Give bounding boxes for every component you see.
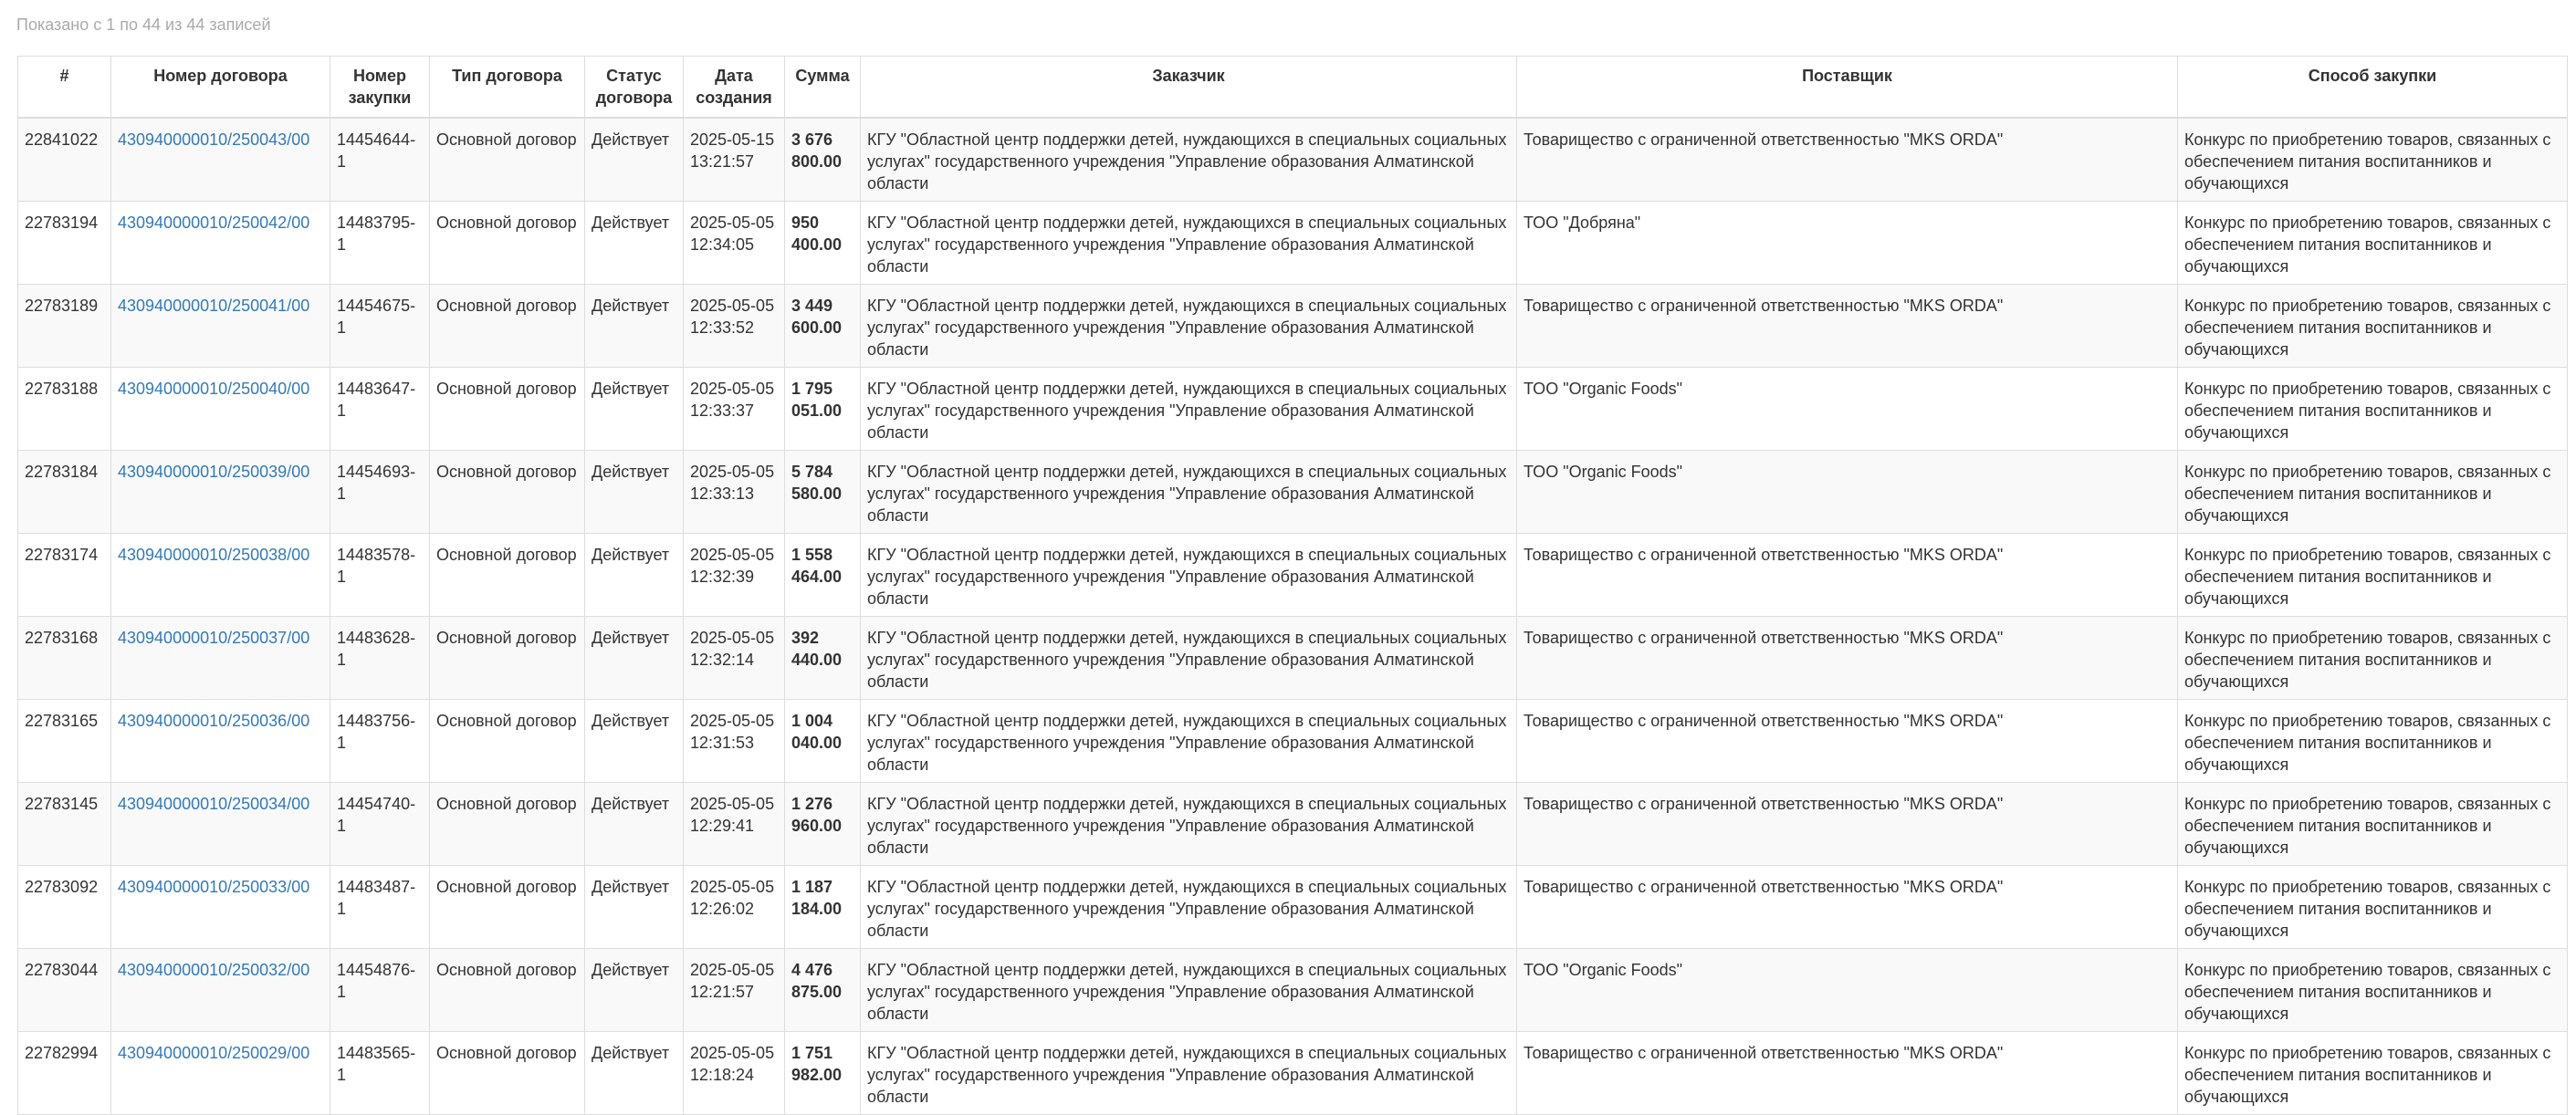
contract-number-link[interactable]: 430940000010/250029/00 (118, 1044, 310, 1062)
contract-type: Основной договор (430, 617, 585, 700)
row-id: 22783188 (18, 368, 111, 451)
contract-type: Основной договор (430, 949, 585, 1032)
procurement-number: 14483756-1 (330, 700, 430, 783)
row-id: 22783168 (18, 617, 111, 700)
contract-number-cell (111, 700, 330, 783)
contract-status: Действует (585, 285, 684, 368)
contract-number-link[interactable]: 430940000010/250042/00 (118, 214, 310, 232)
created-date: 2025-05-05 12:31:53 (684, 700, 785, 783)
procurement-number: 14454876-1 (330, 949, 430, 1032)
procurement-method: Конкурс по приобретению товаров, связанных с обеспечением питания воспитанников и обучающихся (2178, 949, 2568, 1032)
contract-sum: 1 187 184.00 (785, 866, 861, 949)
supplier-name: ТОО "Добряна" (1517, 202, 2178, 285)
contract-number-link[interactable]: 430940000010/250043/00 (118, 130, 310, 149)
supplier-name: Товарищество с ограниченной ответственностью "MKS ORDA" (1517, 783, 2178, 866)
contract-sum: 1 751 982.00 (785, 1032, 861, 1115)
contract-number-cell (111, 617, 330, 700)
contract-type: Основной договор (430, 118, 585, 202)
row-id: 22783189 (18, 285, 111, 368)
contract-number-cell (111, 368, 330, 451)
contract-type: Основной договор (430, 285, 585, 368)
customer-name: КГУ "Областной центр поддержки детей, нуждающихся в специальных социальных услугах" государственного учреждения "Управление образования Алматинской области (861, 285, 1517, 368)
procurement-method: Конкурс по приобретению товаров, связанных с обеспечением питания воспитанников и обучающихся (2178, 118, 2568, 202)
column-header-customer[interactable]: Заказчик (861, 57, 1517, 119)
contract-status: Действует (585, 534, 684, 617)
table-row (18, 949, 2568, 1032)
contract-number-cell (111, 1032, 330, 1115)
procurement-number: 14483647-1 (330, 368, 430, 451)
column-header-supplier[interactable]: Поставщик (1517, 57, 2178, 119)
contract-status: Действует (585, 1032, 684, 1115)
created-date: 2025-05-05 12:33:52 (684, 285, 785, 368)
table-header-row (18, 57, 2568, 119)
procurement-number: 14483578-1 (330, 534, 430, 617)
created-date: 2025-05-05 12:32:39 (684, 534, 785, 617)
contract-type: Основной договор (430, 1032, 585, 1115)
table-row (18, 617, 2568, 700)
column-header-contract-type[interactable]: Тип договора (430, 57, 585, 119)
contract-number-cell (111, 534, 330, 617)
table-row (18, 451, 2568, 534)
contract-sum: 1 276 960.00 (785, 783, 861, 866)
supplier-name: Товарищество с ограниченной ответственностью "MKS ORDA" (1517, 700, 2178, 783)
contract-number-cell (111, 783, 330, 866)
supplier-name: Товарищество с ограниченной ответственностью "MKS ORDA" (1517, 1032, 2178, 1115)
table-row (18, 866, 2568, 949)
column-header-contract-status[interactable]: Статус договора (585, 57, 684, 119)
customer-name: КГУ "Областной центр поддержки детей, нуждающихся в специальных социальных услугах" государственного учреждения "Управление образования Алматинской области (861, 617, 1517, 700)
contract-number-link[interactable]: 430940000010/250038/00 (118, 546, 310, 564)
row-id: 22783184 (18, 451, 111, 534)
procurement-number: 14454740-1 (330, 783, 430, 866)
procurement-number: 14483628-1 (330, 617, 430, 700)
contract-status: Действует (585, 866, 684, 949)
column-header-procurement-number[interactable]: Номер закупки (330, 57, 430, 119)
created-date: 2025-05-05 12:32:14 (684, 617, 785, 700)
procurement-method: Конкурс по приобретению товаров, связанных с обеспечением питания воспитанников и обучающихся (2178, 451, 2568, 534)
contract-status: Действует (585, 700, 684, 783)
customer-name: КГУ "Областной центр поддержки детей, нуждающихся в специальных социальных услугах" государственного учреждения "Управление образования Алматинской области (861, 700, 1517, 783)
table-row (18, 1032, 2568, 1115)
contract-sum: 3 676 800.00 (785, 118, 861, 202)
table-row (18, 783, 2568, 866)
row-id: 22783174 (18, 534, 111, 617)
contract-type: Основной договор (430, 534, 585, 617)
created-date: 2025-05-05 12:21:57 (684, 949, 785, 1032)
column-header-sum[interactable]: Сумма (785, 57, 861, 119)
contract-sum: 1 558 464.00 (785, 534, 861, 617)
created-date: 2025-05-05 12:33:13 (684, 451, 785, 534)
contracts-table-container (17, 56, 2567, 1115)
supplier-name: ТОО "Organic Foods" (1517, 451, 2178, 534)
contract-type: Основной договор (430, 368, 585, 451)
customer-name: КГУ "Областной центр поддержки детей, нуждающихся в специальных социальных услугах" государственного учреждения "Управление образования Алматинской области (861, 1032, 1517, 1115)
contract-type: Основной договор (430, 783, 585, 866)
column-header-created-date[interactable]: Дата создания (684, 57, 785, 119)
procurement-number: 14454675-1 (330, 285, 430, 368)
supplier-name: Товарищество с ограниченной ответственностью "MKS ORDA" (1517, 866, 2178, 949)
supplier-name: Товарищество с ограниченной ответственностью "MKS ORDA" (1517, 285, 2178, 368)
row-id: 22841022 (18, 118, 111, 202)
customer-name: КГУ "Областной центр поддержки детей, нуждающихся в специальных социальных услугах" государственного учреждения "Управление образования Алматинской области (861, 368, 1517, 451)
row-id: 22783165 (18, 700, 111, 783)
contract-number-link[interactable]: 430940000010/250037/00 (118, 629, 310, 647)
table-row (18, 368, 2568, 451)
contract-status: Действует (585, 617, 684, 700)
contract-type: Основной договор (430, 202, 585, 285)
contract-number-cell (111, 285, 330, 368)
contract-number-link[interactable]: 430940000010/250039/00 (118, 463, 310, 481)
column-header-procurement-method[interactable]: Способ закупки (2178, 57, 2568, 119)
supplier-name: Товарищество с ограниченной ответственностью "MKS ORDA" (1517, 118, 2178, 202)
created-date: 2025-05-05 12:33:37 (684, 368, 785, 451)
procurement-method: Конкурс по приобретению товаров, связанных с обеспечением питания воспитанников и обучающихся (2178, 368, 2568, 451)
contract-number-link[interactable]: 430940000010/250033/00 (118, 878, 310, 896)
supplier-name: Товарищество с ограниченной ответственностью "MKS ORDA" (1517, 617, 2178, 700)
customer-name: КГУ "Областной центр поддержки детей, нуждающихся в специальных социальных услугах" государственного учреждения "Управление образования Алматинской области (861, 202, 1517, 285)
table-row (18, 118, 2568, 202)
records-summary: Показано с 1 по 44 из 44 записей (16, 16, 271, 34)
column-header-contract-number[interactable]: Номер договора (111, 57, 330, 119)
customer-name: КГУ "Областной центр поддержки детей, нуждающихся в специальных социальных услугах" государственного учреждения "Управление образования Алматинской области (861, 451, 1517, 534)
contract-number-cell (111, 202, 330, 285)
procurement-method: Конкурс по приобретению товаров, связанных с обеспечением питания воспитанников и обучающихся (2178, 700, 2568, 783)
contract-sum: 950 400.00 (785, 202, 861, 285)
procurement-method: Конкурс по приобретению товаров, связанных с обеспечением питания воспитанников и обучающихся (2178, 202, 2568, 285)
procurement-method: Конкурс по приобретению товаров, связанных с обеспечением питания воспитанников и обучающихся (2178, 285, 2568, 368)
created-date: 2025-05-05 12:34:05 (684, 202, 785, 285)
contract-sum: 4 476 875.00 (785, 949, 861, 1032)
table-row (18, 202, 2568, 285)
row-id: 22783145 (18, 783, 111, 866)
created-date: 2025-05-05 12:26:02 (684, 866, 785, 949)
procurement-number: 14454693-1 (330, 451, 430, 534)
contracts-table (17, 56, 2568, 1115)
contract-status: Действует (585, 783, 684, 866)
procurement-number: 14483565-1 (330, 1032, 430, 1115)
created-date: 2025-05-05 12:18:24 (684, 1032, 785, 1115)
row-id: 22783044 (18, 949, 111, 1032)
procurement-method: Конкурс по приобретению товаров, связанных с обеспечением питания воспитанников и обучающихся (2178, 783, 2568, 866)
row-id: 22782994 (18, 1032, 111, 1115)
customer-name: КГУ "Областной центр поддержки детей, нуждающихся в специальных социальных услугах" государственного учреждения "Управление образования Алматинской области (861, 534, 1517, 617)
supplier-name: ТОО "Organic Foods" (1517, 368, 2178, 451)
contract-number-link[interactable]: 430940000010/250041/00 (118, 297, 310, 315)
contract-number-link[interactable]: 430940000010/250040/00 (118, 380, 310, 398)
contract-sum: 392 440.00 (785, 617, 861, 700)
procurement-number: 14483795-1 (330, 202, 430, 285)
procurement-number: 14454644-1 (330, 118, 430, 202)
contract-status: Действует (585, 202, 684, 285)
contract-number-link[interactable]: 430940000010/250036/00 (118, 712, 310, 730)
created-date: 2025-05-05 12:29:41 (684, 783, 785, 866)
procurement-method: Конкурс по приобретению товаров, связанных с обеспечением питания воспитанников и обучающихся (2178, 534, 2568, 617)
contract-number-cell (111, 118, 330, 202)
customer-name: КГУ "Областной центр поддержки детей, нуждающихся в специальных социальных услугах" государственного учреждения "Управление образования Алматинской области (861, 783, 1517, 866)
contract-type: Основной договор (430, 451, 585, 534)
procurement-method: Конкурс по приобретению товаров, связанных с обеспечением питания воспитанников и обучающихся (2178, 617, 2568, 700)
created-date: 2025-05-15 13:21:57 (684, 118, 785, 202)
contract-sum: 1 004 040.00 (785, 700, 861, 783)
table-row (18, 534, 2568, 617)
row-id: 22783194 (18, 202, 111, 285)
supplier-name: Товарищество с ограниченной ответственностью "MKS ORDA" (1517, 534, 2178, 617)
contract-number-link[interactable]: 430940000010/250032/00 (118, 961, 310, 979)
customer-name: КГУ "Областной центр поддержки детей, нуждающихся в специальных социальных услугах" государственного учреждения "Управление образования Алматинской области (861, 949, 1517, 1032)
table-row (18, 285, 2568, 368)
contract-number-cell (111, 866, 330, 949)
customer-name: КГУ "Областной центр поддержки детей, нуждающихся в специальных социальных услугах" государственного учреждения "Управление образования Алматинской области (861, 866, 1517, 949)
contract-sum: 3 449 600.00 (785, 285, 861, 368)
contract-type: Основной договор (430, 700, 585, 783)
row-id: 22783092 (18, 866, 111, 949)
contract-status: Действует (585, 949, 684, 1032)
contract-type: Основной договор (430, 866, 585, 949)
contract-number-cell (111, 451, 330, 534)
contract-number-link[interactable]: 430940000010/250034/00 (118, 795, 310, 813)
procurement-method: Конкурс по приобретению товаров, связанных с обеспечением питания воспитанников и обучающихся (2178, 1032, 2568, 1115)
procurement-number: 14483487-1 (330, 866, 430, 949)
column-header-id[interactable]: # (18, 57, 111, 119)
procurement-method: Конкурс по приобретению товаров, связанных с обеспечением питания воспитанников и обучающихся (2178, 866, 2568, 949)
customer-name: КГУ "Областной центр поддержки детей, нуждающихся в специальных социальных услугах" государственного учреждения "Управление образования Алматинской области (861, 118, 1517, 202)
contract-sum: 1 795 051.00 (785, 368, 861, 451)
contract-sum: 5 784 580.00 (785, 451, 861, 534)
table-row (18, 700, 2568, 783)
supplier-name: ТОО "Organic Foods" (1517, 949, 2178, 1032)
contract-status: Действует (585, 368, 684, 451)
table-body (18, 118, 2568, 1115)
contract-status: Действует (585, 118, 684, 202)
contract-number-cell (111, 949, 330, 1032)
contract-status: Действует (585, 451, 684, 534)
